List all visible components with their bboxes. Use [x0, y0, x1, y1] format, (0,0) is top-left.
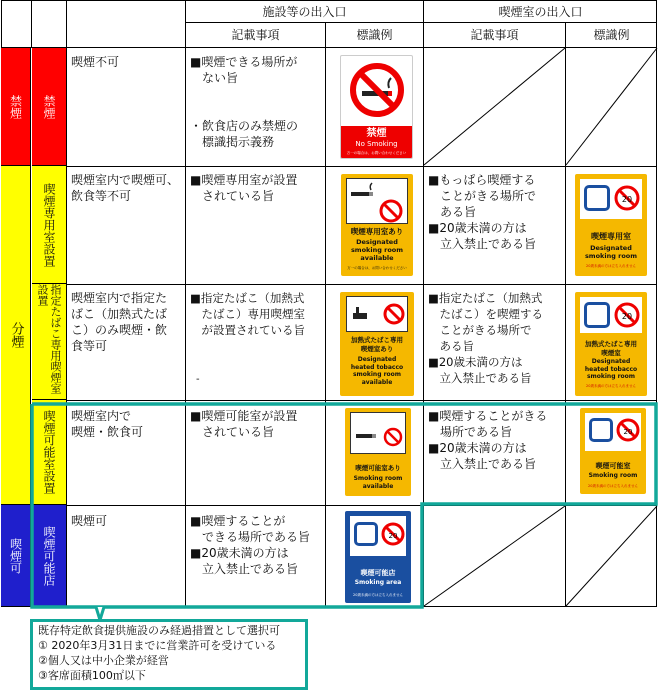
- sign-smoking-room-small: 20歳未満の方は立ち入れません: [586, 264, 636, 268]
- header-items-col-2: 記載事項: [423, 23, 565, 47]
- note-item-2: ②個人又は中小企業が経営: [38, 654, 169, 667]
- svg-text:20: 20: [621, 312, 633, 321]
- desc-row-2: 喫煙室内で喫煙可、 飲食等不可: [71, 173, 180, 203]
- entrance-items-row-3: ■指定たばこ（加熱式 たばこ）専用喫煙室 が設置されている旨: [190, 291, 305, 337]
- sign-smoking-allowed-shop-title: 喫煙可能店: [360, 569, 396, 577]
- entrance-items-row-4: ■喫煙可能室が設置 されている旨: [190, 409, 298, 439]
- desc-row-1: 喫煙不可: [71, 55, 120, 69]
- sub-smoking-allowed-room: 喫煙可能室設置: [32, 400, 66, 505]
- header-sign-col-2: 標識例: [565, 23, 657, 47]
- sign-smoking-allowed-shop-small: 20歳未満の方は立ち入れません: [353, 593, 403, 597]
- note-item-1: ① 2020年3月31日までに営業許可を受けている: [38, 639, 277, 652]
- svg-text:20: 20: [388, 532, 398, 540]
- entrance-items-row-2: ■喫煙専用室が設置 されている旨: [190, 173, 298, 203]
- desc-row-3: 喫煙室内で指定た ばこ（加熱式たば こ）のみ喫煙・飲 食等可: [71, 291, 168, 353]
- category-ban: 禁煙: [1, 48, 31, 166]
- sign-no-smoking-small: 万一の場合は、お問い合わせください: [346, 151, 407, 155]
- room-items-row-3: ■指定たばこ（加熱式 たばこ）を喫煙する ことがきる場所で ある旨 ■20歳未満の方は 立入禁止である旨: [428, 291, 543, 385]
- sign-smoking-room-available-title: 喫煙専用室あり: [350, 227, 404, 236]
- sign-smoking-room-available-small: 万一の場合は、お問い合わせください: [347, 266, 407, 270]
- sub-heated-tobacco: 指定たばこ専用喫煙室設置: [32, 284, 66, 400]
- note-title: 既存特定飲食提供施設のみ経過措置として選択可: [38, 624, 280, 637]
- sign-smoking-allowed-room-available-sub: Smoking room available: [353, 475, 403, 490]
- sign-heated-tobacco-room-small: 20歳未満の方は立ち入れません: [586, 384, 636, 388]
- sign-no-smoking-sub: No Smoking: [355, 140, 398, 148]
- sign-smoking-room-available-sub: Designated smoking room available: [350, 238, 404, 262]
- sub-smoking-only: 喫煙専用室設置: [32, 166, 66, 284]
- sign-heated-tobacco-available-sub: Designated heated tobacco smoking room available: [350, 356, 404, 386]
- sign-heated-tobacco-room-title: 加熱式たばこ専用 喫煙室: [585, 340, 637, 357]
- entrance-items-row-1: ■喫煙できる場所が ない旨 ・飲食店のみ禁煙の 標識掲示義務: [190, 55, 299, 149]
- desc-row-5: 喫煙可: [71, 514, 108, 528]
- sign-smoking-allowed-room-small: 20歳未満の方は立ち入れません: [588, 484, 638, 488]
- sign-heated-tobacco-available-title: 加熱式たばこ専用 喫煙室あり: [351, 336, 403, 353]
- sign-no-smoking-title: 禁煙: [366, 128, 387, 139]
- sub-smoking-allowed-shop: 喫煙可能店: [32, 505, 66, 606]
- entrance-items-row-5: ■喫煙することが できる場所である旨 ■20歳未満の方は 立入禁止である旨: [190, 514, 311, 576]
- header-sign-col-1: 標識例: [325, 23, 423, 47]
- sign-smoking-allowed-room-sub: Smoking room: [588, 472, 638, 479]
- room-items-row-2: ■もっぱら喫煙する ことがきる場所で ある旨 ■20歳未満の方は 立入禁止である旨: [428, 173, 537, 251]
- dash-mark: -: [196, 374, 200, 385]
- sign-smoking-allowed-room-available-title: 喫煙可能室あり: [355, 464, 401, 472]
- header-entrance-group: 施設等の出入口: [185, 1, 423, 23]
- category-allowed: 喫煙可: [1, 505, 31, 606]
- header-smoking-room-group: 喫煙室の出入口: [423, 1, 657, 23]
- sign-smoking-room-title: 喫煙専用室: [591, 232, 631, 241]
- desc-row-4: 喫煙室内で 喫煙・飲食可: [71, 409, 144, 439]
- sign-smoking-allowed-shop-sub: Smoking area: [354, 579, 402, 586]
- sign-smoking-allowed-room-title: 喫煙可能室: [595, 462, 631, 470]
- header-items-col-1: 記載事項: [185, 23, 325, 47]
- svg-text:20: 20: [623, 428, 633, 436]
- sub-ban: 禁煙: [32, 48, 66, 166]
- sign-heated-tobacco-room-sub: Designated heated tobacco smoking room: [584, 358, 638, 380]
- note-item-3: ③客席面積100㎡以下: [38, 669, 146, 682]
- sign-smoking-room-sub: Designated smoking room: [584, 244, 638, 260]
- room-items-row-4: ■喫煙することがきる 場所である旨 ■20歳未満の方は 立入禁止である旨: [428, 409, 548, 471]
- svg-text:20: 20: [621, 195, 633, 204]
- category-separate: 分煙: [1, 166, 31, 505]
